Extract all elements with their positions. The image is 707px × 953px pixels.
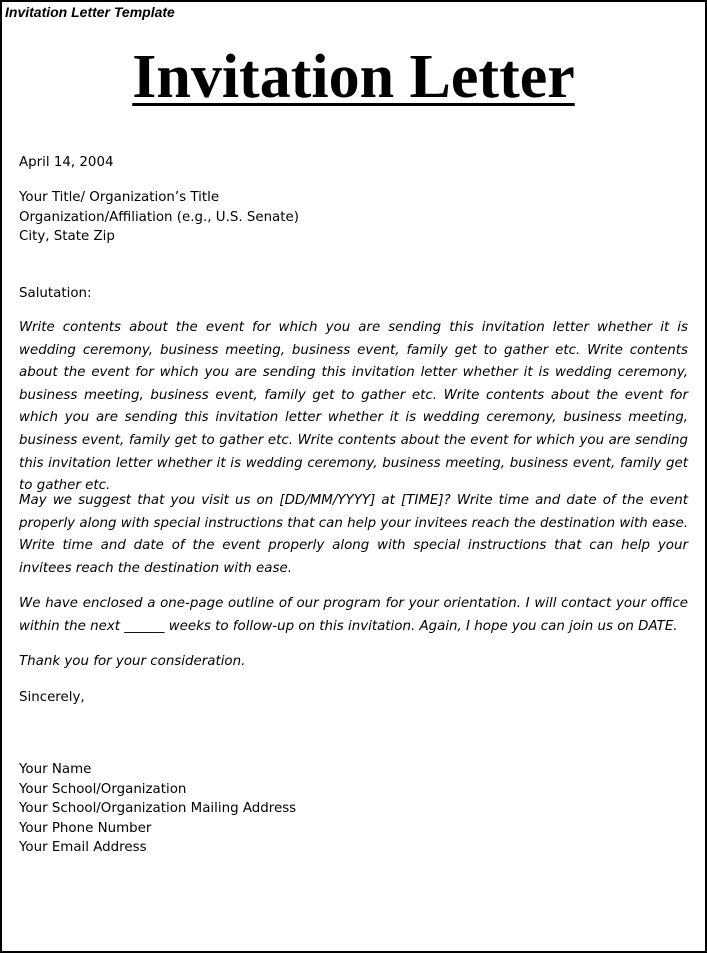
signature-block <box>19 760 688 858</box>
body-paragraph-schedule: May we suggest that you visit us on [DD/MM/YYYY] at [TIME]? Write time and date of the event properly along with special instructions that can help your invitees reach the destination with ease. Write time and date of the event properly along with special instructions that can help your invitees reach the destination with ease. <box>19 493 688 576</box>
signature-organization: Your School/Organization <box>19 781 187 797</box>
recipient-title-line: Your Title/ Organization’s Title <box>19 190 220 205</box>
signature-name: Your Name <box>19 762 92 777</box>
letter-title-text: Invitation Letter <box>132 43 575 111</box>
letter-date: April 14, 2004 <box>19 155 114 170</box>
salutation: Salutation: <box>19 286 92 301</box>
signature-phone: Your Phone Number <box>19 820 152 836</box>
closing-line: Sincerely, <box>19 690 85 705</box>
letter-title <box>2 42 705 112</box>
recipient-organization-line: Organization/Affiliation (e.g., U.S. Senate) <box>19 209 299 225</box>
signature-email: Your Email Address <box>19 840 147 856</box>
body-paragraph-event: Write contents about the event for which you are sending this invitation letter whether it is wedding ceremony, business meeting, business event, family get to gather etc. Write contents about the event for which you are sending this invitation letter whether it is wedding ceremony, business meeting, business event, family get to gather etc. Write contents about the event for which you are sending this invitation letter whether it is wedding ceremony, business meeting, business event, family get to gather etc. Write contents about the event for which you are sending this invitation letter whether it is wedding ceremony, business meeting, business event, family get to gather etc. <box>19 320 688 494</box>
thanks-line: Thank you for your consideration. <box>19 654 246 669</box>
recipient-address <box>19 188 688 247</box>
recipient-city-line: City, State Zip <box>19 229 115 245</box>
body-paragraph-followup: We have enclosed a one-page outline of our program for your orientation. I will contact your office within the next ______ weeks to follow-up on this invitation. Again, I hope you can join us on DATE. <box>19 596 688 634</box>
template-label: Invitation Letter Template <box>5 4 175 20</box>
signature-mailing-address: Your School/Organization Mailing Address <box>19 801 297 817</box>
